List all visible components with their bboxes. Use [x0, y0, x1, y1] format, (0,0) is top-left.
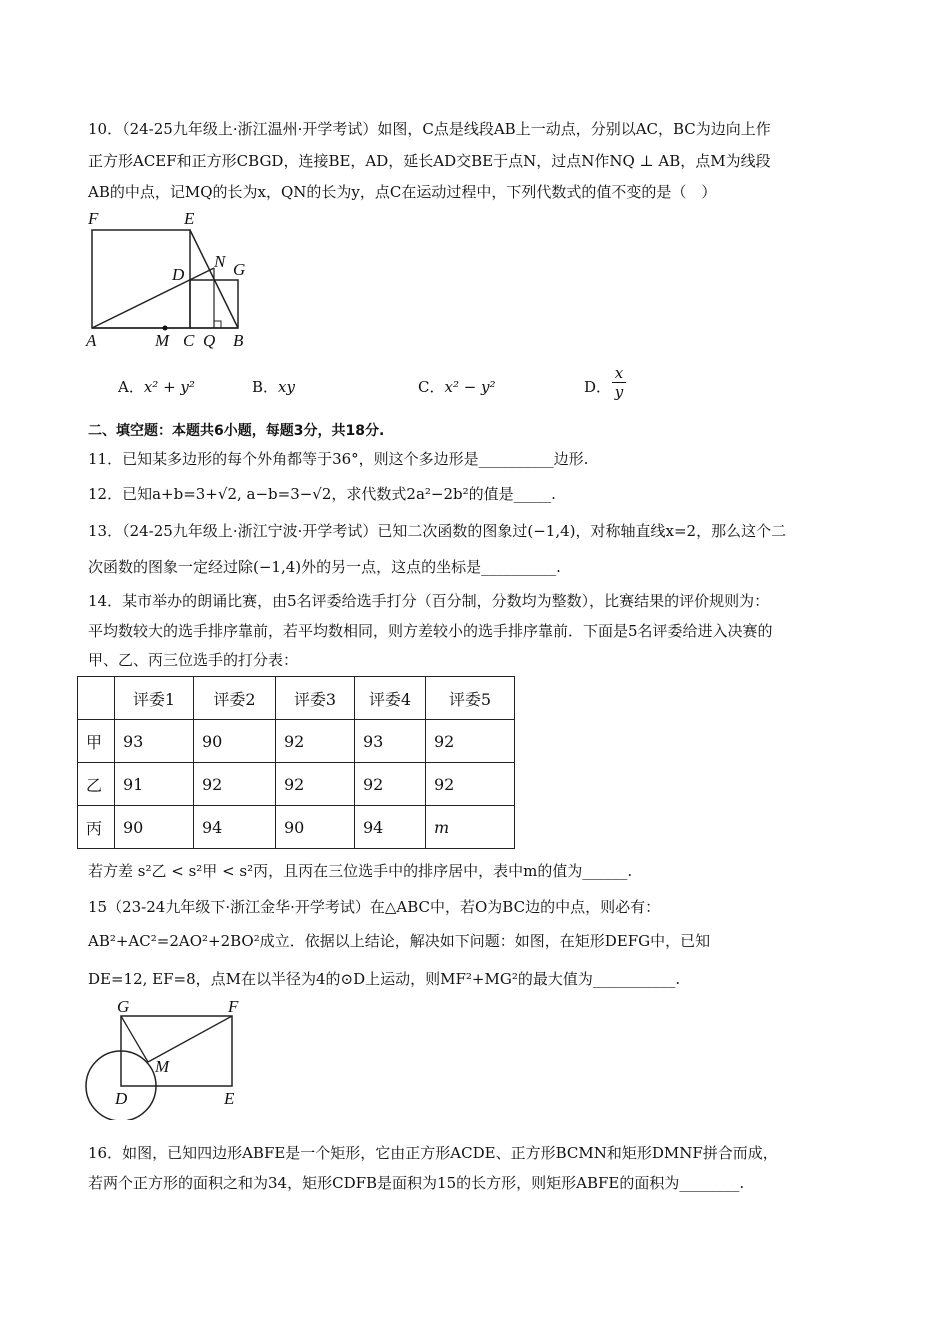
q10-figure	[0, 0, 300, 360]
section-heading: 二、填空题：本题共6小题，每题3分，共18分.	[88, 423, 385, 439]
q10-line3: AB的中点，记MQ的长为x，QN的长为y，点C在运动过程中，下列代数式的值不变的是（ ）	[88, 183, 717, 201]
svg-text:M: M	[155, 331, 170, 350]
option-b: B．xy	[252, 378, 295, 396]
q14-after: 若方差 s²乙 < s²甲 < s²丙，且丙在三位选手中的排序居中，表中m的值为______.	[88, 862, 633, 880]
svg-text:M: M	[155, 1057, 170, 1076]
table-header-row: 评委1 评委2 评委3 评委4 评委5	[78, 677, 515, 720]
q15-figure	[0, 990, 300, 1120]
svg-text:F: F	[88, 209, 99, 228]
svg-text:Q: Q	[203, 331, 216, 350]
table-row: 丙 90 94 90 94 m	[78, 806, 515, 849]
q10-line1: 10．（24-25九年级上·浙江温州·开学考试）如图，C点是线段AB上一动点，分别以AC，BC为边向上作	[88, 120, 771, 138]
option-c: C．x² − y²	[418, 378, 496, 396]
option-a: A．x² + y²	[118, 378, 195, 396]
q16-line2: 若两个正方形的面积之和为34，矩形CDFB是面积为15的长方形，则矩形ABFE的面积为________.	[88, 1174, 745, 1192]
option-d: D． x y	[584, 376, 611, 397]
q10-line2: 正方形ACEF和正方形CBGD，连接BE，AD，延长AD交BE于点N，过点N作NQ ⊥ AB，点M为线段	[88, 152, 771, 170]
svg-text:D: D	[172, 265, 185, 284]
q12: 12．已知a+b=3+√2, a−b=3−√2，求代数式2a²−2b²的值是_____.	[88, 485, 556, 503]
svg-text:E: E	[184, 209, 195, 228]
svg-text:E: E	[224, 1089, 235, 1108]
table-row: 甲 93 90 92 93 92	[78, 720, 515, 763]
table-row: 乙 91 92 92 92 92	[78, 763, 515, 806]
q15-line1: 15（23-24九年级下·浙江金华·开学考试）在△ABC中，若O为BC边的中点，则必有：	[88, 898, 661, 916]
q14-line3: 甲、乙、丙三位选手的打分表：	[88, 651, 299, 669]
svg-text:G: G	[117, 997, 130, 1016]
svg-text:D: D	[115, 1089, 128, 1108]
svg-text:G: G	[233, 260, 246, 279]
q14-line1: 14．某市举办的朗诵比赛，由5名评委给选手打分（百分制，分数均为整数），比赛结果的评价规则为：	[88, 592, 770, 610]
q15-line2: AB²+AC²=2AO²+2BO²成立．依据以上结论，解决如下问题：如图，在矩形DEFG中，已知	[88, 932, 711, 950]
svg-text:A: A	[86, 331, 97, 350]
svg-text:C: C	[183, 331, 195, 350]
q13-line1: 13．（24-25九年级上·浙江宁波·开学考试）已知二次函数的图象过(−1,4)，对称轴直线x=2，那么这个二	[88, 522, 787, 540]
q15-line3: DE=12, EF=8，点M在以半径为4的⊙D上运动，则MF²+MG²的最大值为___________.	[88, 970, 681, 988]
q13-line2: 次函数的图象一定经过除(−1,4)外的另一点，这点的坐标是__________.	[88, 558, 561, 576]
svg-text:B: B	[233, 331, 244, 350]
q11: 11．已知某多边形的每个外角都等于36°，则这个多边形是__________边形.	[88, 450, 589, 468]
svg-text:N: N	[214, 252, 226, 271]
score-table	[77, 676, 515, 849]
q14-line2: 平均数较大的选手排序靠前，若平均数相同，则方差较小的选手排序靠前．下面是5名评委给进入决赛的	[88, 622, 773, 640]
q16-line1: 16．如图，已知四边形ABFE是一个矩形，它由正方形ACDE、正方形BCMN和矩形DMNF拼合而成，	[88, 1144, 778, 1162]
svg-text:F: F	[228, 997, 239, 1016]
